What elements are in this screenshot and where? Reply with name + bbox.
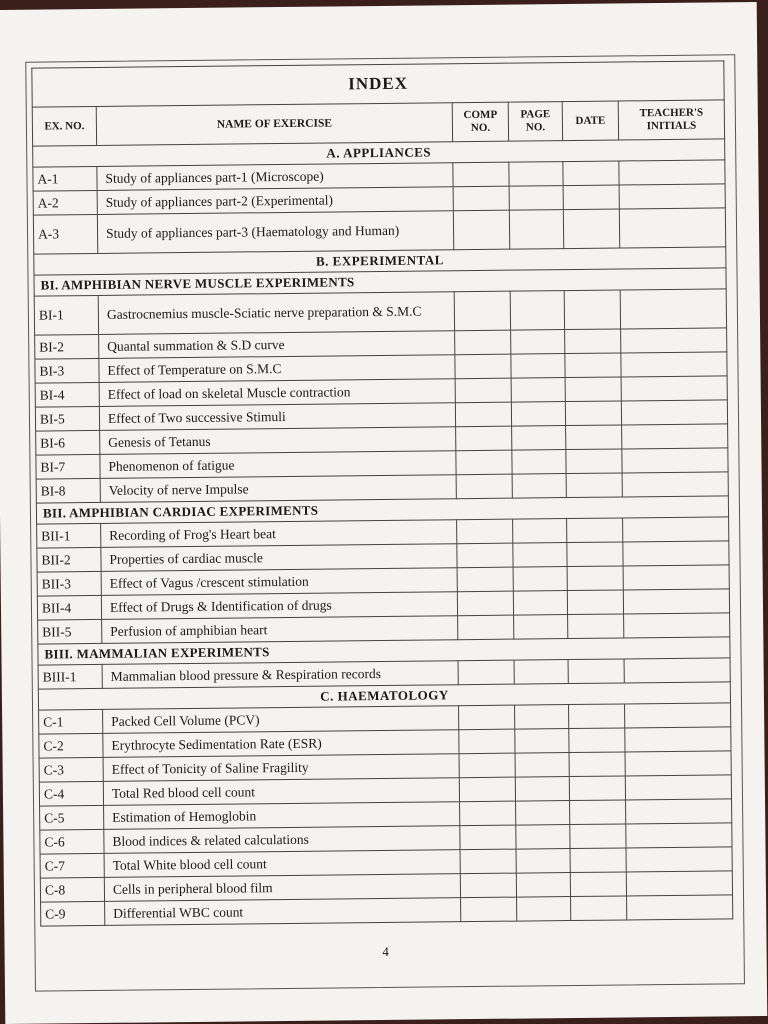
initials-cell bbox=[623, 517, 729, 542]
date-cell bbox=[563, 185, 619, 210]
exercise-name: Cells in peripheral blood film bbox=[104, 874, 460, 902]
comp-no-cell bbox=[456, 474, 512, 499]
initials-cell bbox=[625, 775, 731, 800]
subsection-heading: BII. AMPHIBIAN CARDIAC EXPERIMENTS bbox=[36, 496, 728, 524]
exercise-name: Differential WBC count bbox=[105, 898, 461, 926]
date-cell bbox=[569, 776, 625, 801]
subsection-heading: BI. AMPHIBIAN NERVE MUSCLE EXPERIMENTS bbox=[34, 268, 726, 296]
page-no-cell bbox=[509, 210, 563, 250]
exercise-number: BIII-1 bbox=[38, 664, 102, 689]
exercise-number: C-9 bbox=[41, 901, 105, 926]
page-no-cell bbox=[516, 825, 570, 850]
page-no-cell bbox=[516, 801, 570, 826]
comp-no-cell bbox=[455, 378, 511, 403]
page-no-cell bbox=[514, 660, 568, 685]
exercise-name: Effect of Temperature on S.M.C bbox=[99, 355, 455, 383]
initials-cell bbox=[621, 400, 727, 425]
exercise-name: Effect of Tonicity of Saline Fragility bbox=[103, 754, 459, 782]
initials-cell bbox=[625, 727, 731, 752]
page-no-cell bbox=[513, 543, 567, 568]
page-no-cell bbox=[512, 474, 566, 499]
comp-no-cell bbox=[461, 897, 517, 922]
initials-cell bbox=[622, 448, 728, 473]
date-cell bbox=[566, 425, 622, 450]
page-no-cell bbox=[509, 186, 563, 211]
comp-no-cell bbox=[456, 450, 512, 475]
initials-cell bbox=[619, 160, 725, 185]
section-heading: B. EXPERIMENTAL bbox=[34, 247, 726, 275]
initials-cell bbox=[624, 658, 730, 683]
exercise-name: Total Red blood cell count bbox=[103, 778, 459, 806]
page-no-cell bbox=[515, 777, 569, 802]
date-cell bbox=[566, 449, 622, 474]
header-comp-no: COMP NO. bbox=[452, 102, 508, 142]
initials-cell bbox=[621, 328, 727, 353]
page-no-cell bbox=[515, 705, 569, 730]
page-no-cell bbox=[517, 897, 571, 922]
exercise-number: C-6 bbox=[40, 829, 104, 854]
initials-cell bbox=[622, 472, 728, 497]
date-cell bbox=[565, 329, 621, 354]
date-cell bbox=[570, 800, 626, 825]
date-cell bbox=[570, 848, 626, 873]
exercise-name: Velocity of nerve Impulse bbox=[100, 475, 456, 503]
initials-cell bbox=[626, 847, 732, 872]
page-no-cell bbox=[511, 378, 565, 403]
exercise-number: C-4 bbox=[39, 781, 103, 806]
date-cell bbox=[569, 704, 625, 729]
date-cell bbox=[563, 209, 619, 249]
exercise-name: Quantal summation & S.D curve bbox=[99, 331, 455, 359]
date-cell bbox=[565, 353, 621, 378]
exercise-number: C-5 bbox=[40, 805, 104, 830]
exercise-name: Recording of Frog's Heart beat bbox=[101, 520, 457, 548]
page-no-cell bbox=[515, 729, 569, 754]
date-cell bbox=[569, 752, 625, 777]
comp-no-cell bbox=[458, 660, 514, 685]
date-cell bbox=[568, 614, 624, 639]
exercise-number: BII-2 bbox=[37, 547, 101, 572]
comp-no-cell bbox=[459, 705, 515, 730]
initials-cell bbox=[619, 208, 725, 248]
exercise-number: BI-4 bbox=[35, 382, 99, 407]
page-no-cell bbox=[511, 402, 565, 427]
comp-no-cell bbox=[457, 543, 513, 568]
initials-cell bbox=[627, 895, 733, 920]
exercise-name: Study of appliances part-3 (Haematology and Human) bbox=[97, 211, 453, 254]
header-ex-no: EX. NO. bbox=[32, 106, 96, 146]
comp-no-cell bbox=[453, 162, 509, 187]
header-date: DATE bbox=[562, 101, 618, 141]
initials-cell bbox=[626, 871, 732, 896]
page-no-cell bbox=[516, 849, 570, 874]
page-no-cell bbox=[511, 330, 565, 355]
exercise-number: C-2 bbox=[39, 733, 103, 758]
exercise-number: BI-5 bbox=[35, 406, 99, 431]
comp-no-cell bbox=[455, 330, 511, 355]
date-cell bbox=[565, 401, 621, 426]
exercise-name: Phenomenon of fatigue bbox=[100, 451, 456, 479]
initials-cell bbox=[621, 352, 727, 377]
date-cell bbox=[567, 566, 623, 591]
comp-no-cell bbox=[460, 801, 516, 826]
date-cell bbox=[567, 518, 623, 543]
notebook-page bbox=[0, 2, 767, 1024]
comp-no-cell bbox=[453, 186, 509, 211]
initials-cell bbox=[623, 565, 729, 590]
comp-no-cell bbox=[459, 777, 515, 802]
exercise-number: C-7 bbox=[40, 853, 104, 878]
exercise-number: BII-4 bbox=[37, 595, 101, 620]
date-cell bbox=[563, 161, 619, 186]
exercise-number: BI-6 bbox=[36, 430, 100, 455]
exercise-number: A-1 bbox=[33, 166, 97, 191]
exercise-name: Effect of load on skeletal Muscle contraction bbox=[99, 379, 455, 407]
index-table bbox=[31, 60, 733, 926]
header-page-no: PAGE NO. bbox=[508, 102, 562, 142]
page-no-cell bbox=[512, 450, 566, 475]
index-title: INDEX bbox=[32, 61, 724, 107]
exercise-name: Erythrocyte Sedimentation Rate (ESR) bbox=[103, 730, 459, 758]
initials-cell bbox=[623, 541, 729, 566]
exercise-number: BI-3 bbox=[35, 358, 99, 383]
exercise-name: Study of appliances part-1 (Microscope) bbox=[97, 163, 453, 191]
initials-cell bbox=[626, 799, 732, 824]
initials-cell bbox=[625, 703, 731, 728]
comp-no-cell bbox=[459, 753, 515, 778]
exercise-name: Effect of Vagus /crescent stimulation bbox=[101, 568, 457, 596]
comp-no-cell bbox=[457, 591, 513, 616]
comp-no-cell bbox=[457, 567, 513, 592]
page-no-cell bbox=[513, 591, 567, 616]
exercise-number: BII-3 bbox=[37, 571, 101, 596]
date-cell bbox=[567, 542, 623, 567]
exercise-name: Estimation of Hemoglobin bbox=[104, 802, 460, 830]
initials-cell bbox=[626, 823, 732, 848]
initials-cell bbox=[623, 589, 729, 614]
comp-no-cell bbox=[458, 615, 514, 640]
exercise-number: BII-5 bbox=[38, 619, 102, 644]
exercise-name: Effect of Two successive Stimuli bbox=[99, 403, 455, 431]
date-cell bbox=[565, 377, 621, 402]
page-no-cell bbox=[512, 426, 566, 451]
comp-no-cell bbox=[455, 354, 511, 379]
exercise-name: Packed Cell Volume (PCV) bbox=[103, 706, 459, 734]
initials-cell bbox=[624, 613, 730, 638]
exercise-name: Genesis of Tetanus bbox=[100, 427, 456, 455]
initials-cell bbox=[625, 751, 731, 776]
exercise-number: BI-2 bbox=[35, 334, 99, 359]
date-cell bbox=[569, 728, 625, 753]
date-cell bbox=[568, 659, 624, 684]
date-cell bbox=[564, 290, 620, 330]
comp-no-cell bbox=[460, 825, 516, 850]
exercise-number: C-1 bbox=[39, 709, 103, 734]
exercise-number: A-2 bbox=[33, 190, 97, 215]
exercise-name: Perfusion of amphibian heart bbox=[102, 616, 458, 644]
page-no-cell bbox=[516, 873, 570, 898]
page-no-cell bbox=[515, 753, 569, 778]
page-no-cell bbox=[514, 615, 568, 640]
initials-cell bbox=[620, 289, 726, 329]
date-cell bbox=[570, 872, 626, 897]
page-no-cell bbox=[510, 291, 564, 331]
exercise-name: Total White blood cell count bbox=[104, 850, 460, 878]
exercise-number: A-3 bbox=[33, 214, 97, 254]
exercise-name: Study of appliances part-2 (Experimental) bbox=[97, 187, 453, 215]
exercise-name: Mammalian blood pressure & Respiration records bbox=[102, 661, 458, 689]
exercise-name: Properties of cardiac muscle bbox=[101, 544, 457, 572]
exercise-number: BI-7 bbox=[36, 454, 100, 479]
page-no-cell bbox=[513, 519, 567, 544]
initials-cell bbox=[621, 376, 727, 401]
comp-no-cell bbox=[456, 426, 512, 451]
initials-cell bbox=[619, 184, 725, 209]
header-teachers-initials: TEACHER'S INITIALS bbox=[618, 100, 724, 140]
exercise-number: BI-8 bbox=[36, 478, 100, 503]
date-cell bbox=[571, 896, 627, 921]
page-no-cell bbox=[509, 162, 563, 187]
page-no-cell bbox=[511, 354, 565, 379]
exercise-number: C-8 bbox=[40, 877, 104, 902]
exercise-number: BI-1 bbox=[34, 295, 98, 335]
date-cell bbox=[567, 590, 623, 615]
comp-no-cell bbox=[460, 873, 516, 898]
section-heading: C. HAEMATOLOGY bbox=[38, 682, 730, 710]
page-number: 4 bbox=[382, 943, 389, 960]
section-heading: A. APPLIANCES bbox=[33, 139, 725, 167]
date-cell bbox=[566, 473, 622, 498]
comp-no-cell bbox=[459, 729, 515, 754]
page-no-cell bbox=[513, 567, 567, 592]
comp-no-cell bbox=[455, 402, 511, 427]
subsection-heading: BIII. MAMMALIAN EXPERIMENTS bbox=[38, 637, 730, 665]
exercise-number: C-3 bbox=[39, 757, 103, 782]
initials-cell bbox=[622, 424, 728, 449]
comp-no-cell bbox=[460, 849, 516, 874]
exercise-name: Blood indices & related calculations bbox=[104, 826, 460, 854]
date-cell bbox=[570, 824, 626, 849]
exercise-number: BII-1 bbox=[37, 523, 101, 548]
header-name-of-exercise: NAME OF EXERCISE bbox=[96, 103, 452, 146]
comp-no-cell bbox=[457, 519, 513, 544]
comp-no-cell bbox=[453, 210, 509, 250]
exercise-name: Effect of Drugs & Identification of drugs bbox=[101, 592, 457, 620]
comp-no-cell bbox=[454, 291, 510, 331]
exercise-name: Gastrocnemius muscle-Sciatic nerve preparation & S.M.C bbox=[98, 292, 454, 335]
